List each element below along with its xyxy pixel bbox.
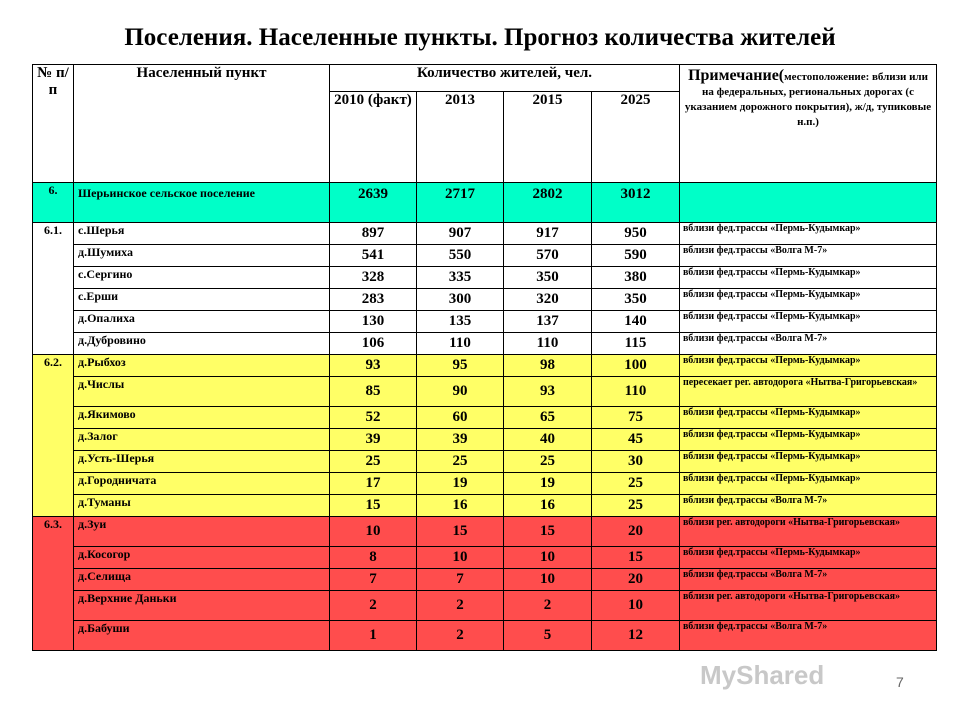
table-row [33,355,937,377]
settlement-name: с.Шерья [74,223,330,245]
location-note: пересекает рег. автодорога «Нытва-Григорьевская» [680,377,937,407]
population-value: 10 [592,591,680,621]
population-value: 39 [330,429,417,451]
population-value: 10 [504,547,592,569]
population-value: 16 [504,495,592,517]
table-row [33,223,937,245]
population-value: 93 [504,377,592,407]
location-note: вблизи фед.трассы «Пермь-Кудымкар» [680,223,937,245]
table-row [33,377,937,407]
table-row [33,289,937,311]
header-note-detail: местоположение: вблизи или на федеральных, региональных дорогах (с указанием дорожного покрытия), ж/д, тупиковые н.п.) [684,71,932,128]
table-row [33,569,937,591]
table-row [33,333,937,355]
settlements-table [32,64,937,651]
group-num: 6.2. [33,355,74,517]
population-value: 917 [504,223,592,245]
population-value: 2 [417,621,504,651]
population-value: 950 [592,223,680,245]
population-value: 137 [504,311,592,333]
population-value: 10 [504,569,592,591]
population-value: 15 [592,547,680,569]
table-row [33,591,937,621]
population-value: 7 [330,569,417,591]
population-value: 60 [417,407,504,429]
location-note: вблизи фед.трассы «Пермь-Кудымкар» [680,407,937,429]
table-row [33,621,937,651]
location-note: вблизи рег. автодороги «Нытва-Григорьевская» [680,591,937,621]
population-value: 45 [592,429,680,451]
settlement-name: д.Косогор [74,547,330,569]
population-value: 20 [592,569,680,591]
population-value: 15 [330,495,417,517]
settlement-name: д.Верхние Даньки [74,591,330,621]
population-value: 98 [504,355,592,377]
page-number: 7 [896,674,904,690]
population-value: 85 [330,377,417,407]
population-value: 25 [417,451,504,473]
population-value: 550 [417,245,504,267]
population-value: 300 [417,289,504,311]
table-row [33,517,937,547]
location-note: вблизи фед.трассы «Пермь-Кудымкар» [680,429,937,451]
population-value: 110 [417,333,504,355]
header-name: Населенный пункт [74,65,330,183]
population-value: 106 [330,333,417,355]
location-note: вблизи фед.трассы «Пермь-Кудымкар» [680,547,937,569]
population-value: 320 [504,289,592,311]
population-value: 25 [504,451,592,473]
table-row [33,245,937,267]
header-year: 2013 [417,92,504,183]
population-value: 15 [504,517,592,547]
header-note-title: Примечание( [688,67,785,84]
population-value: 897 [330,223,417,245]
summary-row [33,183,937,223]
header-year: 2010 (факт) [330,92,417,183]
table-row [33,473,937,495]
location-note: вблизи фед.трассы «Волга М-7» [680,569,937,591]
population-value: 65 [504,407,592,429]
population-value: 15 [417,517,504,547]
location-note: вблизи фед.трассы «Волга М-7» [680,333,937,355]
table-row [33,407,937,429]
population-value: 110 [504,333,592,355]
location-note: вблизи фед.трассы «Пермь-Кудымкар» [680,473,937,495]
settlement-name: д.Опалиха [74,311,330,333]
population-value: 30 [592,451,680,473]
location-note: вблизи фед.трассы «Пермь-Кудымкар» [680,355,937,377]
settlement-name: д.Туманы [74,495,330,517]
population-value: 25 [330,451,417,473]
settlement-name: д.Усть-Шерья [74,451,330,473]
settlement-name: д.Бабуши [74,621,330,651]
summary-value: 2639 [330,183,417,223]
settlement-name: д.Числы [74,377,330,407]
population-value: 350 [504,267,592,289]
population-value: 570 [504,245,592,267]
summary-num: 6. [33,183,74,223]
population-value: 95 [417,355,504,377]
location-note: вблизи фед.трассы «Пермь-Кудымкар» [680,311,937,333]
population-value: 10 [417,547,504,569]
population-value: 25 [592,473,680,495]
population-value: 283 [330,289,417,311]
population-value: 350 [592,289,680,311]
summary-value: 3012 [592,183,680,223]
settlement-name: д.Дубровино [74,333,330,355]
table-row [33,311,937,333]
table-row [33,429,937,451]
population-value: 907 [417,223,504,245]
population-value: 90 [417,377,504,407]
settlement-name: д.Рыбхоз [74,355,330,377]
header-num: № п/п [33,65,74,183]
location-note: вблизи фед.трассы «Пермь-Кудымкар» [680,289,937,311]
settlement-name: д.Селища [74,569,330,591]
population-value: 7 [417,569,504,591]
population-value: 8 [330,547,417,569]
population-value: 590 [592,245,680,267]
group-num: 6.1. [33,223,74,355]
population-value: 135 [417,311,504,333]
population-value: 10 [330,517,417,547]
summary-name: Шерьинское сельское поселение [74,183,330,223]
population-value: 39 [417,429,504,451]
settlement-name: д.Якимово [74,407,330,429]
settlement-name: с.Сергино [74,267,330,289]
header-note [680,65,937,183]
table-row [33,547,937,569]
group-num: 6.3. [33,517,74,651]
population-value: 328 [330,267,417,289]
population-value: 2 [417,591,504,621]
header-year: 2015 [504,92,592,183]
location-note: вблизи фед.трассы «Пермь-Кудымкар» [680,451,937,473]
settlement-name: с.Ерши [74,289,330,311]
population-value: 2 [504,591,592,621]
population-value: 1 [330,621,417,651]
population-value: 115 [592,333,680,355]
summary-note [680,183,937,223]
location-note: вблизи рег. автодороги «Нытва-Григорьевская» [680,517,937,547]
table-row [33,495,937,517]
population-value: 25 [592,495,680,517]
population-value: 380 [592,267,680,289]
population-value: 17 [330,473,417,495]
location-note: вблизи фед.трассы «Пермь-Кудымкар» [680,267,937,289]
page-title: Поселения. Населенные пункты. Прогноз количества жителей [124,24,836,51]
settlement-name: д.Залог [74,429,330,451]
population-value: 541 [330,245,417,267]
summary-value: 2802 [504,183,592,223]
population-value: 93 [330,355,417,377]
population-value: 52 [330,407,417,429]
population-value: 110 [592,377,680,407]
population-value: 140 [592,311,680,333]
population-value: 12 [592,621,680,651]
location-note: вблизи фед.трассы «Волга М-7» [680,621,937,651]
summary-value: 2717 [417,183,504,223]
population-value: 335 [417,267,504,289]
settlement-name: д.Городничата [74,473,330,495]
table-row [33,451,937,473]
population-value: 100 [592,355,680,377]
population-value: 20 [592,517,680,547]
location-note: вблизи фед.трассы «Волга М-7» [680,495,937,517]
settlement-name: д.Зуи [74,517,330,547]
table-row [33,267,937,289]
population-value: 5 [504,621,592,651]
population-value: 2 [330,591,417,621]
population-value: 19 [417,473,504,495]
settlement-name: д.Шумиха [74,245,330,267]
header-year: 2025 [592,92,680,183]
location-note: вблизи фед.трассы «Волга М-7» [680,245,937,267]
watermark-logo: MyShared [700,660,825,690]
header-count: Количество жителей, чел. [330,65,680,92]
population-value: 75 [592,407,680,429]
population-value: 40 [504,429,592,451]
population-value: 130 [330,311,417,333]
population-value: 16 [417,495,504,517]
population-value: 19 [504,473,592,495]
